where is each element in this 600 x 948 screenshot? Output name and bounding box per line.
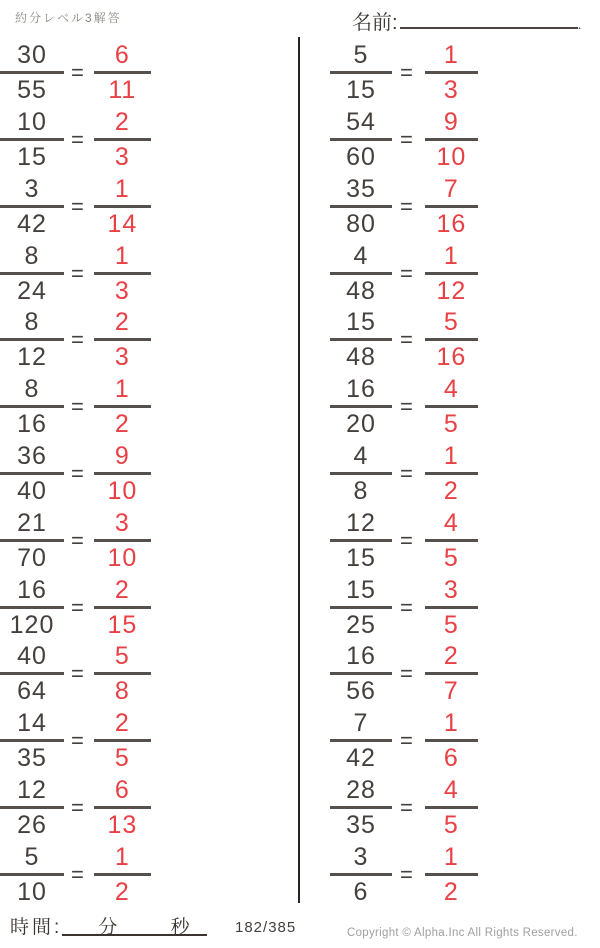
answer-denominator: 8: [114, 677, 130, 706]
equals-sign: =: [400, 861, 413, 887]
answer-numerator: 5: [425, 309, 478, 341]
problem-numerator: 3: [330, 844, 392, 876]
equals-sign: =: [400, 794, 413, 820]
problem-row: [330, 574, 600, 641]
answer-fraction: [425, 42, 478, 104]
equals-sign: =: [400, 460, 413, 486]
problem-fraction: [0, 243, 64, 305]
problem-denominator: 35: [17, 744, 47, 773]
answer-denominator: 5: [443, 610, 459, 639]
copyright-text: Copyright © Alpha.Inc All Rights Reserved.: [347, 927, 578, 939]
answer-numerator: 6: [94, 777, 151, 809]
problem-fraction: [0, 309, 64, 371]
problem-fraction: [330, 176, 392, 238]
answer-numerator: 5: [94, 643, 151, 675]
equals-sign: =: [400, 527, 413, 553]
answer-fraction: [94, 376, 151, 438]
problems-column-left: [0, 40, 298, 908]
answer-numerator: 2: [94, 577, 151, 609]
answer-denominator: 5: [443, 810, 459, 839]
problem-row: [0, 307, 298, 374]
answer-denominator: 10: [436, 143, 467, 172]
problem-row: [0, 107, 298, 174]
problem-denominator: 120: [9, 610, 55, 639]
answer-denominator: 5: [443, 410, 459, 439]
problem-denominator: 64: [17, 677, 47, 706]
problem-fraction: [330, 643, 392, 705]
answer-denominator: 3: [114, 143, 130, 172]
problem-fraction: [330, 243, 392, 305]
problem-row: [330, 40, 600, 107]
problem-numerator: 5: [0, 844, 64, 876]
answer-fraction: [425, 777, 478, 839]
problem-denominator: 15: [346, 543, 376, 572]
column-divider: [298, 37, 300, 903]
answer-denominator: 12: [436, 276, 467, 305]
answer-numerator: 1: [425, 42, 478, 74]
problem-denominator: 24: [17, 276, 47, 305]
answer-denominator: 11: [108, 76, 137, 105]
problem-fraction: [330, 510, 392, 572]
answer-numerator: 2: [94, 710, 151, 742]
answer-fraction: [94, 176, 151, 238]
name-line-end-dot: .: [577, 16, 582, 32]
answer-fraction: [425, 510, 478, 572]
answer-numerator: 6: [94, 42, 151, 74]
problem-row: [330, 240, 600, 307]
problem-numerator: 54: [330, 109, 392, 141]
answer-numerator: 2: [94, 309, 151, 341]
problem-denominator: 8: [353, 476, 369, 505]
problem-numerator: 14: [0, 710, 64, 742]
problem-numerator: 5: [330, 42, 392, 74]
equals-sign: =: [400, 260, 413, 286]
problem-denominator: 80: [346, 209, 376, 238]
problem-denominator: 48: [346, 276, 376, 305]
equals-sign: =: [400, 728, 413, 754]
problem-fraction: [330, 844, 392, 906]
problem-numerator: 8: [0, 243, 64, 275]
problem-denominator: 70: [17, 543, 47, 572]
problem-numerator: 16: [0, 577, 64, 609]
problem-row: [0, 40, 298, 107]
answer-fraction: [425, 309, 478, 371]
answer-denominator: 3: [114, 343, 130, 372]
problem-denominator: 55: [17, 76, 47, 105]
equals-sign: =: [71, 260, 84, 286]
answer-fraction: [94, 243, 151, 305]
name-underline: [400, 7, 578, 29]
problem-denominator: 16: [17, 410, 47, 439]
answer-fraction: [94, 443, 151, 505]
answer-numerator: 1: [425, 710, 478, 742]
problem-fraction: [330, 42, 392, 104]
answer-numerator: 1: [94, 844, 151, 876]
equals-sign: =: [71, 861, 84, 887]
equals-sign: =: [400, 127, 413, 153]
equals-sign: =: [71, 794, 84, 820]
problem-denominator: 42: [17, 209, 47, 238]
answer-numerator: 1: [425, 844, 478, 876]
answer-fraction: [94, 577, 151, 639]
problem-numerator: 8: [0, 376, 64, 408]
minutes-label: 分: [98, 917, 121, 938]
answer-fraction: [425, 577, 478, 639]
problem-row: [330, 507, 600, 574]
problem-fraction: [330, 577, 392, 639]
equals-sign: =: [400, 327, 413, 353]
problem-fraction: [0, 176, 64, 238]
problem-fraction: [330, 109, 392, 171]
problem-row: [0, 374, 298, 441]
page-title: 約分レベル3解答: [15, 11, 122, 25]
equals-sign: =: [400, 193, 413, 219]
answer-denominator: 3: [114, 276, 130, 305]
problem-denominator: 60: [346, 143, 376, 172]
problem-denominator: 20: [346, 410, 376, 439]
answer-denominator: 16: [436, 343, 467, 372]
answer-denominator: 10: [107, 543, 138, 572]
answer-numerator: 3: [425, 577, 478, 609]
seconds-label: 秒: [170, 917, 193, 938]
problem-fraction: [330, 777, 392, 839]
answer-fraction: [425, 443, 478, 505]
equals-sign: =: [400, 594, 413, 620]
equals-sign: =: [71, 127, 84, 153]
problem-fraction: [0, 777, 64, 839]
problem-numerator: 36: [0, 443, 64, 475]
problem-row: [0, 708, 298, 775]
problem-fraction: [0, 510, 64, 572]
problem-numerator: 16: [330, 643, 392, 675]
answer-fraction: [425, 109, 478, 171]
equals-sign: =: [71, 728, 84, 754]
problem-numerator: 4: [330, 443, 392, 475]
equals-sign: =: [71, 594, 84, 620]
problem-row: [0, 774, 298, 841]
answer-numerator: 9: [94, 443, 151, 475]
answer-numerator: 3: [94, 510, 151, 542]
problem-numerator: 16: [330, 376, 392, 408]
problem-row: [0, 174, 298, 241]
answer-numerator: 1: [94, 376, 151, 408]
problem-fraction: [0, 443, 64, 505]
answer-fraction: [425, 243, 478, 305]
problem-denominator: 10: [17, 877, 47, 906]
answer-denominator: 2: [443, 877, 459, 906]
problem-fraction: [330, 710, 392, 772]
problem-row: [330, 841, 600, 908]
problem-numerator: 15: [330, 309, 392, 341]
answer-numerator: 1: [425, 243, 478, 275]
problem-row: [330, 708, 600, 775]
equals-sign: =: [71, 60, 84, 86]
equals-sign: =: [71, 460, 84, 486]
problem-denominator: 15: [17, 143, 47, 172]
problem-row: [0, 574, 298, 641]
problem-fraction: [0, 710, 64, 772]
problem-numerator: 21: [0, 510, 64, 542]
problem-fraction: [330, 443, 392, 505]
problem-row: [330, 174, 600, 241]
problem-numerator: 8: [0, 309, 64, 341]
problem-numerator: 3: [0, 176, 64, 208]
problem-numerator: 12: [330, 510, 392, 542]
answer-numerator: 4: [425, 777, 478, 809]
problem-row: [330, 641, 600, 708]
answer-denominator: 15: [107, 610, 138, 639]
problem-numerator: 40: [0, 643, 64, 675]
answer-numerator: 9: [425, 109, 478, 141]
equals-sign: =: [71, 394, 84, 420]
equals-sign: =: [71, 527, 84, 553]
problem-denominator: 40: [17, 476, 47, 505]
answer-denominator: 3: [443, 76, 459, 105]
answer-denominator: 2: [114, 410, 130, 439]
problem-row: [0, 507, 298, 574]
answer-denominator: 10: [107, 476, 138, 505]
answer-denominator: 16: [436, 209, 467, 238]
problems-column-right: [330, 40, 600, 908]
problem-denominator: 42: [346, 744, 376, 773]
answer-fraction: [425, 710, 478, 772]
problem-fraction: [0, 42, 64, 104]
answer-numerator: 4: [425, 376, 478, 408]
answer-fraction: [94, 844, 151, 906]
answer-numerator: 2: [425, 643, 478, 675]
problem-numerator: 4: [330, 243, 392, 275]
answer-numerator: 1: [94, 176, 151, 208]
problem-denominator: 25: [346, 610, 376, 639]
problem-denominator: 12: [17, 343, 47, 372]
problem-fraction: [0, 844, 64, 906]
answer-denominator: 14: [107, 209, 138, 238]
answer-fraction: [425, 643, 478, 705]
problem-row: [330, 307, 600, 374]
problem-fraction: [0, 643, 64, 705]
answer-denominator: 5: [443, 543, 459, 572]
answer-denominator: 6: [443, 744, 459, 773]
answer-numerator: 4: [425, 510, 478, 542]
problem-numerator: 7: [330, 710, 392, 742]
problem-denominator: 48: [346, 343, 376, 372]
equals-sign: =: [400, 60, 413, 86]
problem-numerator: 15: [330, 577, 392, 609]
problem-denominator: 6: [353, 877, 369, 906]
problem-row: [0, 841, 298, 908]
problem-row: [330, 774, 600, 841]
answer-fraction: [94, 109, 151, 171]
problem-denominator: 15: [346, 76, 376, 105]
answer-denominator: 2: [114, 877, 130, 906]
answer-denominator: 7: [443, 677, 459, 706]
answer-fraction: [425, 844, 478, 906]
answer-numerator: 1: [425, 443, 478, 475]
time-label: 時間:: [10, 917, 63, 938]
answer-fraction: [94, 643, 151, 705]
name-field: [352, 6, 581, 35]
problem-row: [330, 441, 600, 508]
page-number: 182/385: [235, 919, 297, 936]
problem-fraction: [330, 376, 392, 438]
name-label: 名前:: [352, 12, 398, 34]
time-field: [10, 912, 207, 939]
problem-row: [330, 374, 600, 441]
equals-sign: =: [71, 327, 84, 353]
problem-row: [0, 641, 298, 708]
equals-sign: =: [71, 661, 84, 687]
problem-fraction: [0, 109, 64, 171]
answer-fraction: [94, 309, 151, 371]
problem-row: [0, 240, 298, 307]
answer-numerator: 2: [94, 109, 151, 141]
answer-denominator: 13: [107, 810, 138, 839]
answer-fraction: [94, 510, 151, 572]
answer-fraction: [94, 42, 151, 104]
answer-denominator: 2: [443, 476, 459, 505]
problem-fraction: [0, 376, 64, 438]
answer-numerator: 7: [425, 176, 478, 208]
equals-sign: =: [400, 661, 413, 687]
answer-fraction: [94, 710, 151, 772]
problem-fraction: [330, 309, 392, 371]
equals-sign: =: [71, 193, 84, 219]
problem-denominator: 35: [346, 810, 376, 839]
equals-sign: =: [400, 394, 413, 420]
problem-denominator: 56: [346, 677, 376, 706]
answer-fraction: [425, 376, 478, 438]
problem-numerator: 35: [330, 176, 392, 208]
problem-denominator: 26: [17, 810, 47, 839]
problem-numerator: 12: [0, 777, 64, 809]
problem-numerator: 10: [0, 109, 64, 141]
answer-denominator: 5: [114, 744, 130, 773]
time-underline: [62, 912, 206, 936]
problem-row: [0, 441, 298, 508]
problem-numerator: 30: [0, 42, 64, 74]
problem-fraction: [0, 577, 64, 639]
answer-numerator: 1: [94, 243, 151, 275]
problem-numerator: 28: [330, 777, 392, 809]
answer-fraction: [94, 777, 151, 839]
problem-row: [330, 107, 600, 174]
answer-fraction: [425, 176, 478, 238]
